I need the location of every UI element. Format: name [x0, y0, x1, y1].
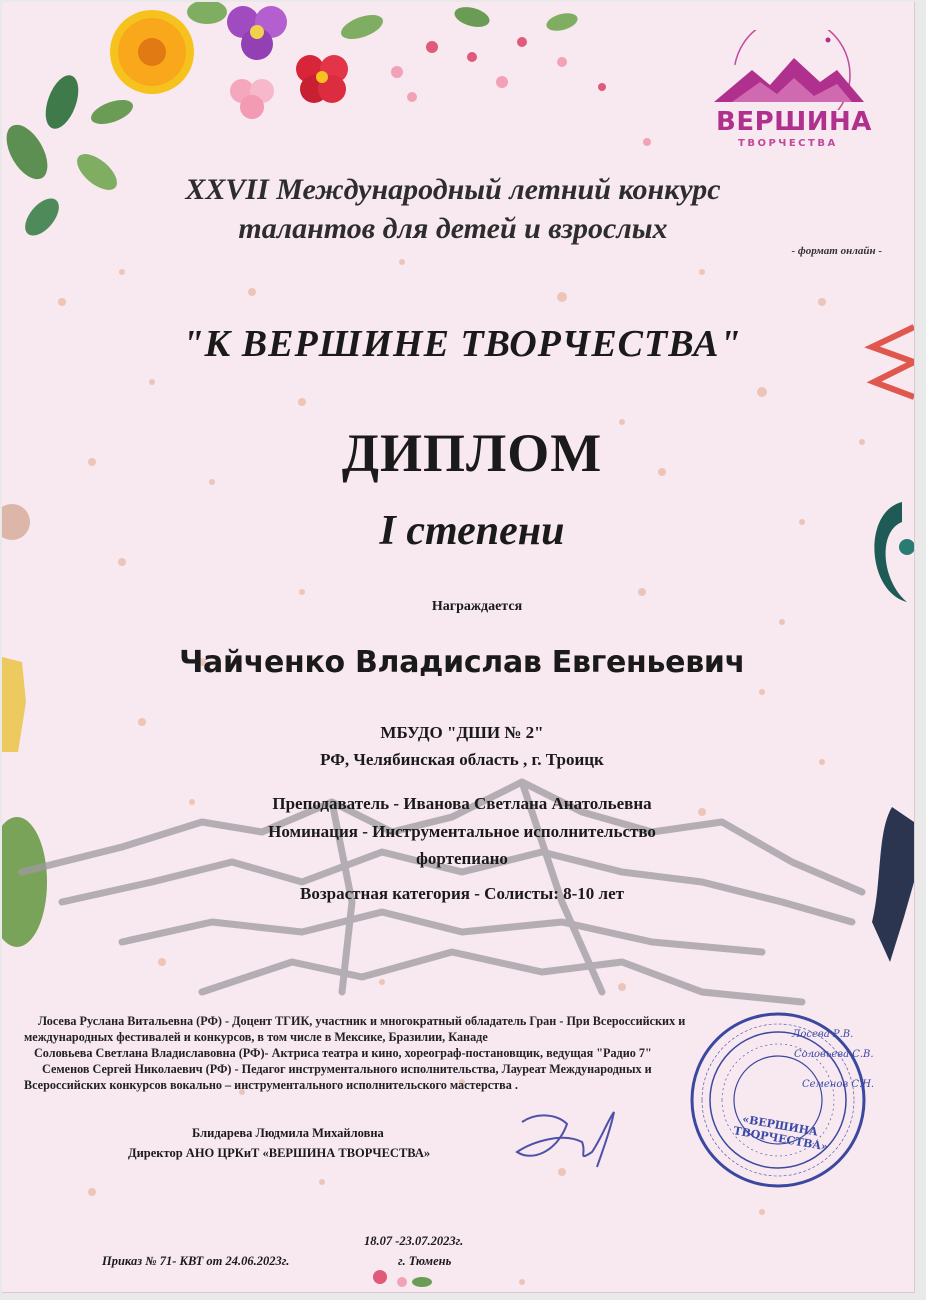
- recipient-name: Чайченко Владислав Евгеньевич: [179, 645, 745, 680]
- diploma-title: ДИПЛОМ: [341, 423, 603, 483]
- stamp-center-text: «ВЕРШИНА ТВОРЧЕСТВА»: [732, 1112, 830, 1154]
- jury-line: Лосева Руслана Витальевна (РФ) - Доцент ТГИК, участник и многократный обладатель Гран - При Всероссийских и: [38, 1014, 686, 1028]
- recipient-nomination: Номинация - Инструментальное исполнительство: [268, 822, 656, 841]
- event-dates: 18.07 -23.07.2023г.: [364, 1234, 464, 1248]
- jury-signature-1: Лосева Р.В.: [792, 1029, 854, 1040]
- director-name: Блидарева Людмила Михайловна: [192, 1126, 384, 1140]
- format-note: - формат онлайн -: [791, 245, 882, 257]
- recipient-age-category: Возрастная категория - Солисты: 8-10 лет: [300, 884, 624, 903]
- jury-line: Соловьева Светлана Владиславовна (РФ)- Актриса театра и кино, хореограф-постановщик, ведущая "Радио 7": [34, 1046, 652, 1060]
- logo-subtitle: ТВОРЧЕСТВА: [738, 138, 838, 149]
- contest-title-line2: талантов для детей и взрослых: [238, 212, 668, 245]
- flowers-bottom: [373, 1270, 432, 1287]
- recipient-location: РФ, Челябинская область , г. Троицк: [320, 750, 604, 769]
- event-city: г. Тюмень: [398, 1254, 452, 1268]
- mountain-logo-icon: [702, 30, 877, 110]
- jury-line: Семенов Сергей Николаевич (РФ) - Педагог инструментального исполнительства, Лауреат Международных и: [42, 1062, 652, 1076]
- recipient-instrument: фортепиано: [416, 849, 508, 868]
- contest-name: "К ВЕРШИНЕ ТВОРЧЕСТВА": [182, 323, 742, 365]
- jury-signature-3: Семенов С.Н.: [802, 1079, 875, 1090]
- jury-line: международных фестивалей и конкурсов, в том числе в Мексике, Бразилии, Канаде: [24, 1030, 488, 1044]
- contest-title-line1: XXVII Международный летний конкурс: [185, 173, 721, 206]
- recipient-school: МБУДО "ДШИ № 2": [380, 723, 544, 742]
- recipient-teacher: Преподаватель - Иванова Светлана Анатольевна: [272, 794, 652, 813]
- jury-list: [24, 1013, 884, 1093]
- jury-line: Всероссийских конкурсов вокально – инструментального исполнительского мастерства .: [24, 1078, 518, 1092]
- diploma-degree: I степени: [379, 508, 565, 554]
- logo-title: ВЕРШИНА: [716, 107, 872, 137]
- director-title: Директор АНО ЦРКиТ «ВЕРШИНА ТВОРЧЕСТВА»: [128, 1146, 431, 1160]
- vershina-logo: [702, 30, 877, 160]
- awarded-label: Награждается: [431, 599, 523, 614]
- director-signature: [517, 1112, 614, 1167]
- diploma-page: [2, 2, 915, 1293]
- order-number: Приказ № 71- КВТ от 24.06.2023г.: [102, 1254, 290, 1268]
- jury-signature-2: Соловьева С.В.: [794, 1049, 874, 1060]
